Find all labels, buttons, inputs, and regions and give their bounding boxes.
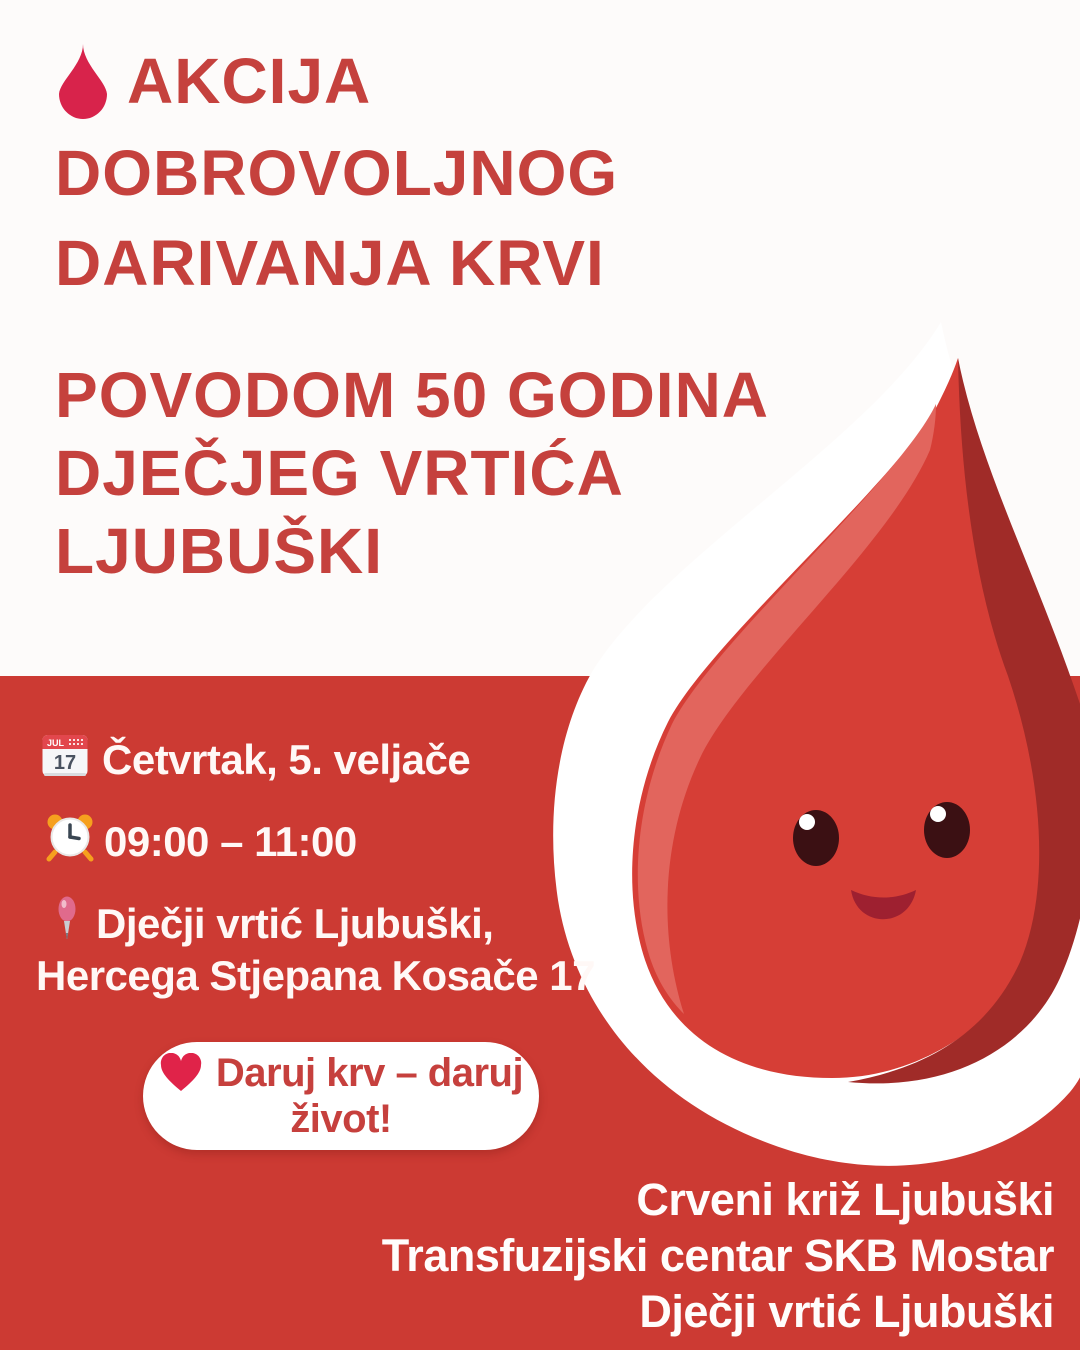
mascot-left-eye-glint <box>799 814 815 830</box>
mascot-right-eye-glint <box>930 806 946 822</box>
headline-word: AKCIJA <box>127 45 372 117</box>
subtitle-line-3: LJUBUŠKI <box>55 515 384 587</box>
cta-badge <box>143 1042 539 1150</box>
cta-text-line1: Daruj krv – daruj <box>215 1051 524 1095</box>
blood-drop-icon <box>55 42 111 120</box>
heart-icon <box>159 1053 203 1093</box>
subtitle-line-2: DJEČJEG VRTIĆA <box>55 437 624 509</box>
headline-line-2: DOBROVOLJNOG <box>55 137 619 209</box>
event-location-line2: Hercega Stjepana Kosače 17 <box>36 952 595 999</box>
round-pushpin-icon <box>56 896 78 944</box>
event-date: Četvrtak, 5. veljače <box>102 736 471 783</box>
headline-line-1 <box>55 42 371 120</box>
calendar-icon <box>42 734 88 778</box>
event-time: 09:00 – 11:00 <box>104 818 357 865</box>
subtitle-line-1: POVODOM 50 GODINA <box>55 359 769 431</box>
credits-block <box>382 1172 1054 1340</box>
calendar-month-label: JUL <box>47 738 65 748</box>
headline-line-3: DARIVANJA KRVI <box>55 227 605 299</box>
event-location-line1: Dječji vrtić Ljubuški, <box>96 900 494 947</box>
credit-line: Dječji vrtić Ljubuški <box>639 1286 1054 1337</box>
credit-line: Transfuzijski centar SKB Mostar <box>381 1230 1054 1281</box>
alarm-clock-icon <box>44 812 96 862</box>
calendar-day-label: 17 <box>53 752 77 774</box>
cta-text-line2: život! <box>290 1097 392 1141</box>
credit-line: Crveni križ Ljubuški <box>636 1174 1054 1225</box>
